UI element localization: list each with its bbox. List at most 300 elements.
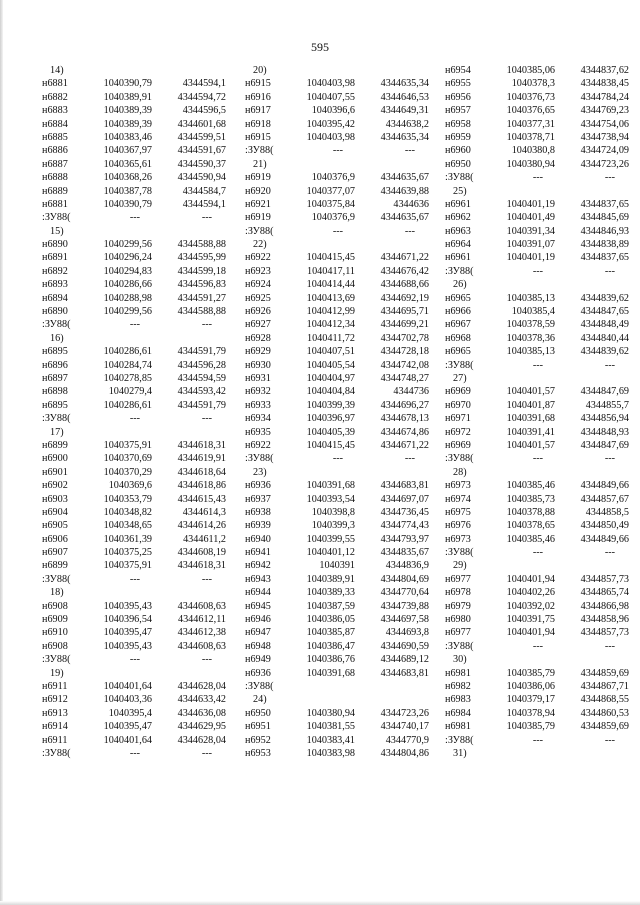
x-coordinate: 1040395,43 (103, 600, 152, 612)
x-coordinate: 1040395,42 (306, 118, 355, 130)
x-coordinate: --- (129, 747, 140, 759)
y-coordinate: --- (201, 573, 212, 585)
y-coordinate: 4344683,81 (380, 480, 429, 492)
x-coordinate: 1040288,98 (103, 292, 152, 304)
y-coordinate: 4344770,9 (385, 734, 429, 746)
y-coordinate: 4344859,69 (580, 721, 629, 733)
x-coordinate: --- (129, 654, 140, 666)
x-coordinate: --- (532, 453, 543, 465)
scan-edge-bottom (0, 901, 640, 905)
point-label: н6885 (42, 131, 68, 143)
x-coordinate: --- (532, 172, 543, 184)
point-label: н6881 (42, 78, 68, 90)
point-label: н6888 (42, 172, 68, 184)
y-coordinate: 4344608,63 (177, 600, 226, 612)
point-label: :ЗУ88( (445, 265, 474, 277)
point-label: н6959 (445, 131, 471, 143)
y-coordinate: 4344857,73 (580, 573, 629, 585)
point-label: н6971 (445, 413, 471, 425)
point-label: н6931 (245, 372, 271, 384)
point-label: н6981 (445, 721, 471, 733)
point-label: :ЗУ88( (42, 747, 71, 759)
x-coordinate: 1040383,46 (103, 131, 152, 143)
x-coordinate: 1040412,99 (306, 306, 355, 318)
point-label: :ЗУ88( (445, 734, 474, 746)
x-coordinate: 1040386,05 (306, 614, 355, 626)
y-coordinate: --- (604, 734, 615, 746)
point-label: н6982 (445, 680, 471, 692)
point-label: н6933 (245, 399, 271, 411)
point-label: н6915 (245, 78, 271, 90)
y-coordinate: 4344629,95 (177, 721, 226, 733)
x-coordinate: 1040376,65 (506, 105, 555, 117)
x-coordinate: 1040390,79 (103, 198, 152, 210)
x-coordinate: 1040405,39 (306, 426, 355, 438)
x-coordinate: 1040393,54 (306, 493, 355, 505)
point-label: 18) (50, 587, 64, 599)
x-coordinate: 1040391,75 (506, 614, 555, 626)
y-coordinate: --- (404, 453, 415, 465)
x-coordinate: 1040370,29 (103, 466, 152, 478)
point-label: н6954 (445, 65, 471, 76)
x-coordinate: 1040404,97 (306, 372, 355, 384)
y-coordinate: 4344596,28 (177, 359, 226, 371)
y-coordinate: 4344839,62 (580, 346, 629, 358)
y-coordinate: --- (201, 319, 212, 331)
x-coordinate: --- (129, 573, 140, 585)
y-coordinate: 4344736 (393, 386, 429, 398)
point-label: н6883 (42, 105, 68, 117)
x-coordinate: 1040407,51 (306, 346, 355, 358)
x-coordinate: 1040401,94 (506, 627, 555, 639)
point-label: н6911 (42, 680, 68, 692)
x-coordinate: 1040395,47 (103, 721, 152, 733)
x-coordinate: 1040387,78 (103, 185, 152, 197)
point-label: н6963 (445, 225, 471, 237)
y-coordinate: 4344688,66 (380, 279, 429, 291)
point-label: н6921 (245, 198, 271, 210)
point-label: 19) (50, 667, 64, 679)
y-coordinate: 4344837,65 (580, 252, 629, 264)
point-label: н6969 (445, 439, 471, 451)
point-label: н6939 (245, 520, 271, 532)
y-coordinate: 4344678,13 (380, 413, 429, 425)
y-coordinate: 4344754,06 (580, 118, 629, 130)
y-coordinate: 4344837,62 (580, 65, 629, 76)
y-coordinate: 4344840,44 (580, 332, 629, 344)
x-coordinate: 1040414,44 (306, 279, 355, 291)
point-label: 26) (453, 279, 467, 291)
y-coordinate: 4344614,26 (177, 520, 226, 532)
y-coordinate: 4344848,49 (580, 319, 629, 331)
x-coordinate: 1040389,39 (103, 118, 152, 130)
x-coordinate: 1040401,57 (506, 439, 555, 451)
x-coordinate: 1040378,36 (506, 332, 555, 344)
x-coordinate: 1040348,82 (103, 506, 152, 518)
y-coordinate: 4344846,93 (580, 225, 629, 237)
y-coordinate: --- (604, 172, 615, 184)
point-label: 29) (453, 560, 467, 572)
x-coordinate: 1040378,65 (506, 520, 555, 532)
point-label: н6941 (245, 547, 271, 559)
point-label: н6890 (42, 239, 68, 251)
y-coordinate: 4344683,81 (380, 667, 429, 679)
x-coordinate: 1040379,17 (506, 694, 555, 706)
x-coordinate: 1040376,9 (311, 172, 355, 184)
x-coordinate: 1040385,79 (506, 667, 555, 679)
point-label: :ЗУ88( (245, 145, 274, 157)
x-coordinate: 1040391 (319, 560, 355, 572)
point-label: н6953 (245, 747, 271, 759)
x-coordinate: 1040396,54 (103, 614, 152, 626)
x-coordinate: 1040392,02 (506, 600, 555, 612)
y-coordinate: --- (604, 640, 615, 652)
point-label: н6902 (42, 480, 68, 492)
point-label: :ЗУ88( (445, 172, 474, 184)
point-label: н6956 (445, 91, 471, 103)
point-label: н6919 (245, 172, 271, 184)
x-coordinate: 1040385,87 (306, 627, 355, 639)
point-label: н6978 (445, 587, 471, 599)
x-coordinate: --- (332, 453, 343, 465)
y-coordinate: 4344594,1 (182, 78, 226, 90)
x-coordinate: 1040413,69 (306, 292, 355, 304)
y-coordinate: 4344614,3 (182, 506, 226, 518)
point-label: н6881 (42, 198, 68, 210)
point-label: н6983 (445, 694, 471, 706)
y-coordinate: 4344612,38 (177, 627, 226, 639)
point-label: н6930 (245, 359, 271, 371)
point-label: н6899 (42, 439, 68, 451)
y-coordinate: 4344838,45 (580, 78, 629, 90)
point-label: 25) (453, 185, 467, 197)
point-label: н6918 (245, 118, 271, 130)
point-label: н6970 (445, 399, 471, 411)
y-coordinate: 4344847,65 (580, 306, 629, 318)
x-coordinate: --- (532, 359, 543, 371)
x-coordinate: 1040378,88 (506, 506, 555, 518)
point-label: 22) (253, 239, 267, 251)
x-coordinate: 1040391,68 (306, 667, 355, 679)
x-coordinate: 1040370,69 (103, 453, 152, 465)
point-label: н6960 (445, 145, 471, 157)
y-coordinate: 4344740,17 (380, 721, 429, 733)
y-coordinate: 4344618,31 (177, 560, 226, 572)
x-coordinate: --- (332, 225, 343, 237)
y-coordinate: 4344599,18 (177, 265, 226, 277)
point-label: 17) (50, 426, 64, 438)
point-label: н6899 (42, 560, 68, 572)
y-coordinate: 4344628,04 (177, 680, 226, 692)
point-label: н6957 (445, 105, 471, 117)
y-coordinate: 4344849,66 (580, 533, 629, 545)
x-coordinate: --- (129, 413, 140, 425)
x-coordinate: 1040399,39 (306, 399, 355, 411)
point-label: 14) (50, 65, 64, 76)
x-coordinate: 1040391,68 (506, 413, 555, 425)
y-coordinate: 4344738,94 (580, 131, 629, 143)
point-label: 23) (253, 466, 267, 478)
y-coordinate: 4344611,2 (183, 533, 226, 545)
point-label: н6950 (445, 158, 471, 170)
y-coordinate: 4344635,34 (380, 78, 429, 90)
y-coordinate: 4344615,43 (177, 493, 226, 505)
y-coordinate: 4344696,27 (380, 399, 429, 411)
point-label: :ЗУ88( (445, 547, 474, 559)
point-label: н6895 (42, 346, 68, 358)
x-coordinate: 1040278,85 (103, 372, 152, 384)
y-coordinate: 4344866,98 (580, 600, 629, 612)
y-coordinate: 4344591,79 (177, 346, 226, 358)
point-label: н6938 (245, 506, 271, 518)
y-coordinate: 4344588,88 (177, 306, 226, 318)
point-label: н6903 (42, 493, 68, 505)
y-coordinate: 4344793,97 (380, 533, 429, 545)
y-coordinate: 4344849,66 (580, 480, 629, 492)
y-coordinate: 4344590,37 (177, 158, 226, 170)
point-label: н6928 (245, 332, 271, 344)
y-coordinate: 4344601,68 (177, 118, 226, 130)
y-coordinate: 4344608,63 (177, 640, 226, 652)
x-coordinate: 1040376,9 (311, 212, 355, 224)
point-label: н6894 (42, 292, 68, 304)
y-coordinate: 4344865,74 (580, 587, 629, 599)
x-coordinate: 1040375,91 (103, 439, 152, 451)
y-coordinate: 4344855,7 (585, 399, 629, 411)
point-label: н6905 (42, 520, 68, 532)
y-coordinate: 4344699,21 (380, 319, 429, 331)
x-coordinate: 1040383,98 (306, 747, 355, 759)
y-coordinate: 4344868,55 (580, 694, 629, 706)
y-coordinate: 4344636 (393, 198, 429, 210)
x-coordinate: 1040389,33 (306, 587, 355, 599)
point-label: н6935 (245, 426, 271, 438)
x-coordinate: 1040380,94 (506, 158, 555, 170)
point-label: 16) (50, 332, 64, 344)
y-coordinate: 4344649,31 (380, 105, 429, 117)
x-coordinate: 1040383,41 (306, 734, 355, 746)
point-label: н6969 (445, 386, 471, 398)
x-coordinate: 1040375,84 (306, 198, 355, 210)
x-coordinate: 1040368,26 (103, 172, 152, 184)
y-coordinate: 4344847,69 (580, 439, 629, 451)
y-coordinate: 4344690,59 (380, 640, 429, 652)
point-label: 28) (453, 466, 467, 478)
x-coordinate: 1040396,97 (306, 413, 355, 425)
point-label: н6951 (245, 721, 271, 733)
point-label: н6947 (245, 627, 271, 639)
x-coordinate: 1040401,19 (506, 252, 555, 264)
point-label: н6925 (245, 292, 271, 304)
point-label: н6973 (445, 533, 471, 545)
y-coordinate: 4344867,71 (580, 680, 629, 692)
point-label: н6909 (42, 614, 68, 626)
x-coordinate: --- (532, 640, 543, 652)
point-label: н6949 (245, 654, 271, 666)
point-label: н6914 (42, 721, 68, 733)
y-coordinate: 4344736,45 (380, 506, 429, 518)
y-coordinate: 4344618,86 (177, 480, 226, 492)
x-coordinate: 1040399,55 (306, 533, 355, 545)
point-label: н6946 (245, 614, 271, 626)
y-coordinate: 4344594,72 (177, 91, 226, 103)
point-label: н6962 (445, 212, 471, 224)
page-number: 595 (311, 40, 329, 54)
y-coordinate: 4344595,99 (177, 252, 226, 264)
point-label: н6922 (245, 439, 271, 451)
x-coordinate: 1040386,06 (506, 680, 555, 692)
x-coordinate: 1040407,55 (306, 91, 355, 103)
y-coordinate: 4344590,94 (177, 172, 226, 184)
x-coordinate: 1040405,54 (306, 359, 355, 371)
x-coordinate: 1040284,74 (103, 359, 152, 371)
x-coordinate: 1040395,4 (108, 707, 152, 719)
point-label: н6906 (42, 533, 68, 545)
x-coordinate: 1040401,87 (506, 399, 555, 411)
point-label: н6910 (42, 627, 68, 639)
y-coordinate: 4344591,79 (177, 399, 226, 411)
point-label: н6934 (245, 413, 271, 425)
y-coordinate: 4344636,08 (177, 707, 226, 719)
x-coordinate: 1040296,24 (103, 252, 152, 264)
y-coordinate: --- (604, 265, 615, 277)
y-coordinate: 4344858,5 (585, 506, 629, 518)
x-coordinate: 1040279,4 (108, 386, 152, 398)
x-coordinate: 1040385,13 (506, 346, 555, 358)
x-coordinate: 1040386,76 (306, 654, 355, 666)
y-coordinate: --- (201, 212, 212, 224)
point-label: н6965 (445, 292, 471, 304)
point-label: н6920 (245, 185, 271, 197)
x-coordinate: 1040375,25 (103, 547, 152, 559)
y-coordinate: 4344839,62 (580, 292, 629, 304)
point-label: н6917 (245, 105, 271, 117)
point-label: н6952 (245, 734, 271, 746)
point-label: :ЗУ88( (245, 680, 274, 692)
point-label: н6896 (42, 359, 68, 371)
x-coordinate: 1040417,11 (306, 265, 355, 277)
y-coordinate: --- (201, 747, 212, 759)
y-coordinate: 4344847,69 (580, 386, 629, 398)
x-coordinate: 1040385,06 (506, 65, 555, 76)
y-coordinate: 4344689,12 (380, 654, 429, 666)
point-label: н6964 (445, 239, 471, 251)
y-coordinate: 4344836,9 (385, 560, 429, 572)
x-coordinate: 1040386,47 (306, 640, 355, 652)
y-coordinate: 4344804,69 (380, 573, 429, 585)
point-label: н6966 (445, 306, 471, 318)
point-label: н6900 (42, 453, 68, 465)
point-label: н6961 (445, 252, 471, 264)
point-label: :ЗУ88( (42, 413, 71, 425)
point-label: н6922 (245, 252, 271, 264)
x-coordinate: 1040377,07 (306, 185, 355, 197)
x-coordinate: 1040401,64 (103, 680, 152, 692)
x-coordinate: 1040353,79 (103, 493, 152, 505)
point-label: н6955 (445, 78, 471, 90)
x-coordinate: 1040391,68 (306, 480, 355, 492)
point-label: :ЗУ88( (445, 359, 474, 371)
point-label: н6923 (245, 265, 271, 277)
point-label: н6977 (445, 573, 471, 585)
x-coordinate: 1040378,59 (506, 319, 555, 331)
point-label: н6889 (42, 185, 68, 197)
x-coordinate: 1040385,73 (506, 493, 555, 505)
point-label: н6929 (245, 346, 271, 358)
y-coordinate: 4344594,1 (182, 198, 226, 210)
point-label: н6940 (245, 533, 271, 545)
x-coordinate: --- (532, 734, 543, 746)
y-coordinate: --- (604, 453, 615, 465)
scan-edge-left (0, 0, 3, 905)
x-coordinate: 1040385,46 (506, 533, 555, 545)
x-coordinate: 1040401,12 (306, 547, 355, 559)
x-coordinate: 1040361,39 (103, 533, 152, 545)
y-coordinate: 4344599,51 (177, 131, 226, 143)
x-coordinate: 1040380,8 (511, 145, 555, 157)
y-coordinate: 4344596,83 (177, 279, 226, 291)
x-coordinate: 1040378,71 (506, 131, 555, 143)
y-coordinate: 4344697,58 (380, 614, 429, 626)
y-coordinate: 4344608,19 (177, 547, 226, 559)
x-coordinate: 1040396,6 (311, 105, 355, 117)
x-coordinate: 1040401,64 (103, 734, 152, 746)
point-label: н6908 (42, 600, 68, 612)
y-coordinate: --- (404, 145, 415, 157)
x-coordinate: 1040286,61 (103, 399, 152, 411)
y-coordinate: 4344837,65 (580, 198, 629, 210)
x-coordinate: 1040404,84 (306, 386, 355, 398)
x-coordinate: 1040365,61 (103, 158, 152, 170)
point-label: н6972 (445, 426, 471, 438)
x-coordinate: --- (332, 145, 343, 157)
y-coordinate: 4344693,8 (385, 627, 429, 639)
point-label: н6974 (445, 493, 471, 505)
x-coordinate: 1040299,56 (103, 306, 152, 318)
point-label: н6887 (42, 158, 68, 170)
x-coordinate: 1040389,91 (306, 573, 355, 585)
y-coordinate: 4344739,88 (380, 600, 429, 612)
y-coordinate: 4344770,64 (380, 587, 429, 599)
point-label: н6961 (445, 198, 471, 210)
point-label: :ЗУ88( (42, 319, 71, 331)
y-coordinate: 4344638,2 (385, 118, 429, 130)
y-coordinate: 4344584,7 (182, 185, 226, 197)
x-coordinate: 1040369,6 (108, 480, 152, 492)
x-coordinate: 1040376,73 (506, 91, 555, 103)
x-coordinate: 1040391,07 (506, 239, 555, 251)
y-coordinate: 4344835,67 (380, 547, 429, 559)
y-coordinate: 4344591,67 (177, 145, 226, 157)
y-coordinate: 4344635,34 (380, 131, 429, 143)
y-coordinate: 4344618,64 (177, 466, 226, 478)
x-coordinate: 1040415,45 (306, 252, 355, 264)
point-label: н6893 (42, 279, 68, 291)
point-label: :ЗУ88( (42, 212, 71, 224)
y-coordinate: 4344635,67 (380, 172, 429, 184)
point-label: н6886 (42, 145, 68, 157)
point-label: н6882 (42, 91, 68, 103)
point-label: 15) (50, 225, 64, 237)
point-label: н6936 (245, 667, 271, 679)
point-label: н6908 (42, 640, 68, 652)
x-coordinate: 1040348,65 (103, 520, 152, 532)
point-label: н6980 (445, 614, 471, 626)
point-label: н6944 (245, 587, 271, 599)
y-coordinate: 4344857,67 (580, 493, 629, 505)
y-coordinate: 4344702,78 (380, 332, 429, 344)
x-coordinate: --- (532, 265, 543, 277)
